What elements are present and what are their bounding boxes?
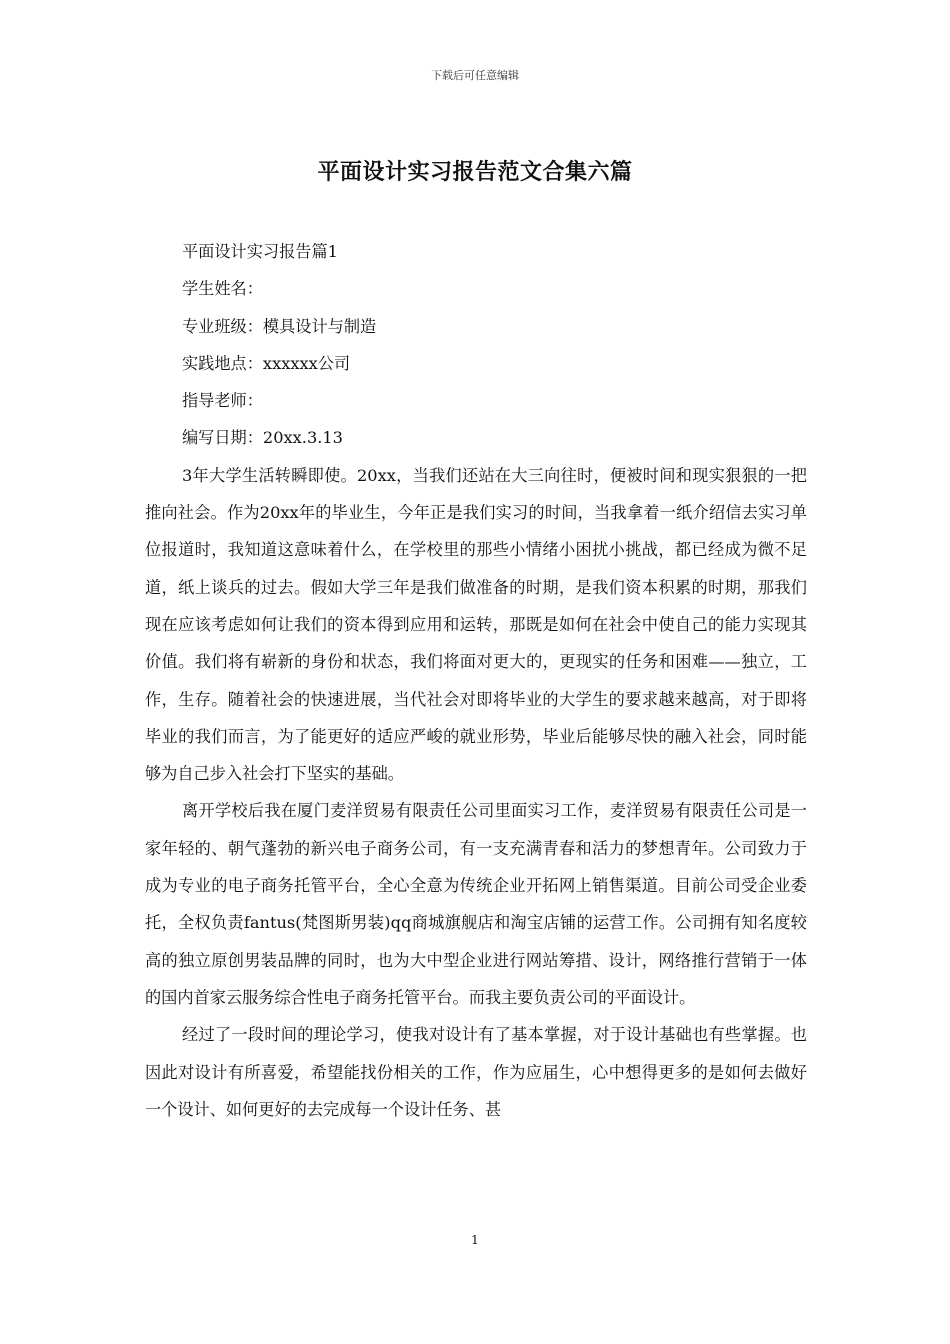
document-body — [145, 233, 807, 1128]
section-heading: 平面设计实习报告篇1 — [182, 242, 338, 261]
paragraph: 3年大学生活转瞬即使。20xx，当我们还站在大三向往时，便被时间和现实狠狠的一把推向社会。作为20xx年的毕业生，今年正是我们实习的时间，当我拿着一纸介绍信去实习单位报道时，我知道这意味着什么，在学校里的那些小情绪小困扰小挑战，都已经成为微不足道，纸上谈兵的过去。假如大学三年是我们做准备的时期，是我们资本积累的时期，那我们现在应该考虑如何让我们的资本得到应用和运转，那既是如何在社会中使自己的能力实现其价值。我们将有崭新的身份和状态，我们将面对更大的，更现实的任务和困难——独立，工作，生存。随着社会的快速进展，当代社会对即将毕业的大学生的要求越来越高，对于即将毕业的我们而言，为了能更好的适应严峻的就业形势，毕业后能够尽快的融入社会，同时能够为自己步入社会打下坚实的基础。 — [145, 465, 807, 784]
field-date: 编写日期：20xx.3.13 — [182, 428, 343, 448]
field-advisor: 指导老师： — [182, 391, 263, 411]
field-location: 实践地点：xxxxxx公司 — [182, 353, 351, 373]
header-note: 下载后可任意编辑 — [431, 69, 519, 82]
field-student-name: 学生姓名： — [182, 279, 263, 299]
document-title: 平面设计实习报告范文合集六篇 — [317, 159, 633, 185]
field-class: 专业班级：模具设计与制造 — [182, 316, 377, 336]
paragraph: 离开学校后我在厦门麦洋贸易有限责任公司里面实习工作，麦洋贸易有限责任公司是一家年轻的、朝气蓬勃的新兴电子商务公司，有一支充满青春和活力的梦想青年。公司致力于成为专业的电子商务托管平台，全心全意为传统企业开拓网上销售渠道。目前公司受企业委托，全权负责fantus(梵图斯男装)qq商城旗舰店和淘宝店铺的运营工作。公司拥有知名度较高的独立原创男装品牌的同时，也为大中型企业进行网站筹措、设计，网络推行营销于一体的国内首家云服务综合性电子商务托管平台。而我主要负责公司的平面设计。 — [145, 801, 807, 1007]
page-number: 1 — [471, 1233, 479, 1247]
paragraph: 经过了一段时间的理论学习，使我对设计有了基本掌握，对于设计基础也有些掌握。也因此对设计有所喜爱，希望能找份相关的工作，作为应届生，心中想得更多的是如何去做好一个设计、如何更好的去完成每一个设计任务、甚 — [145, 1025, 807, 1119]
